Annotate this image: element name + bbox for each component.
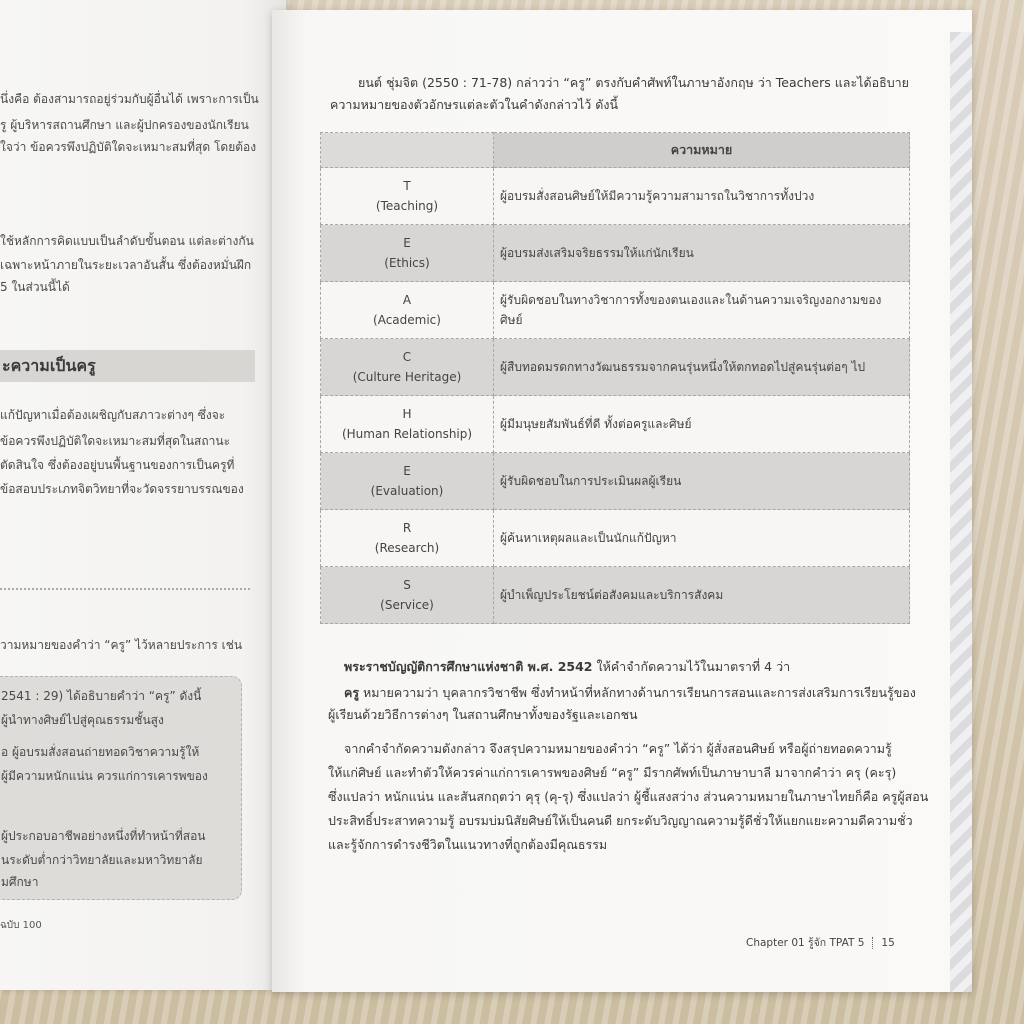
table-row bbox=[321, 282, 910, 339]
table-cell-meaning: ผู้มีมนุษยสัมพันธ์ที่ดี ทั้งต่อครูและศิษย์ bbox=[494, 396, 910, 453]
box-line-8: มศึกษา bbox=[1, 875, 39, 889]
left-para-3-line-4: ข้อสอบประเภทจิตวิทยาที่จะวัดจรรยาบรรณของ bbox=[0, 482, 244, 496]
table-cell-meaning: ผู้ค้นหาเหตุผลและเป็นนักแก้ปัญหา bbox=[494, 510, 910, 567]
table-cell-meaning: ผู้อบรมส่งเสริมจริยธรรมให้แก่นักเรียน bbox=[494, 225, 910, 282]
chapter-label: Chapter 01 รู้จัก TPAT 5 bbox=[746, 937, 865, 949]
box-line-4: ผู้มีความหนักแน่น ควรแก่การเคารพของ bbox=[1, 769, 208, 783]
table-row bbox=[321, 396, 910, 453]
table-cell-letter: C (Culture Heritage) bbox=[321, 339, 494, 396]
summary-line-3: ซึ่งแปลว่า หนักแน่น และสันสกฤตว่า คุรุ (คุ-รุ) ซึ่งแปลว่า ผู้ชี้แสงสว่าง ส่วนความหมายในภาษาไทยก็คือ ครูผู้สอน bbox=[328, 789, 929, 804]
table-cell-meaning: ผู้สืบทอดมรดกทางวัฒนธรรมจากคนรุ่นหนึ่งให้ตกทอดไปสู่คนรุ่นต่อๆ ไป bbox=[494, 339, 910, 396]
summary-line-2: ให้แก่ศิษย์ และทำตัวให้ควรค่าแก่การเคารพของศิษย์ “ครู” มีรากศัพท์เป็นภาษาบาลี มาจากคำว่า ครุ (คะรุ) bbox=[328, 765, 897, 780]
box-line-2: ผู้นำทางศิษย์ไปสู่คุณธรรมชั้นสูง bbox=[1, 713, 164, 727]
table-cell-letter: E (Ethics) bbox=[321, 225, 494, 282]
table-row bbox=[321, 225, 910, 282]
table-cell-letter: E (Evaluation) bbox=[321, 453, 494, 510]
left-para-2-line-1: ใช้หลักการคิดแบบเป็นลำดับขั้นตอน แต่ละต่างกัน bbox=[0, 234, 254, 248]
left-para-3-line-1: แก้ปัญหาเมื่อต้องเผชิญกับสภาวะต่างๆ ซึ่งจะ bbox=[0, 408, 226, 422]
table-cell-letter: T (Teaching) bbox=[321, 168, 494, 225]
footer-divider bbox=[872, 937, 873, 949]
left-para-2-line-3: 5 ในส่วนนี้ได้ bbox=[0, 280, 70, 294]
table-row bbox=[321, 567, 910, 624]
definition-term: ครู bbox=[344, 685, 360, 700]
table-cell-meaning: ผู้บำเพ็ญประโยชน์ต่อสังคมและบริการสังคม bbox=[494, 567, 910, 624]
table-cell-letter: S (Service) bbox=[321, 567, 494, 624]
box-line-6: ผู้ประกอบอาชีพอย่างหนึ่งที่ทำหน้าที่สอน bbox=[1, 829, 206, 843]
definition-line-2: ผู้เรียนด้วยวิธีการต่างๆ ในสถานศึกษาทั้งของรัฐและเอกชน bbox=[328, 707, 638, 722]
left-para-2-line-2: เฉพาะหน้าภายในระยะเวลาอันสั้น ซึ่งต้องหมั่นฝึก bbox=[0, 258, 252, 272]
summary-line-1: จากคำจำกัดความดังกล่าว จึงสรุปความหมายของคำว่า “ครู” ได้ว่า ผู้สั่งสอนศิษย์ หรือผู้ถ่ายทอดความรู้ bbox=[344, 741, 892, 756]
left-para-1-line-3: ใจว่า ข้อควรพึงปฏิบัติใดจะเหมาะสมที่สุด โดยต้อง bbox=[0, 140, 257, 154]
table-cell-meaning: ผู้รับผิดชอบในทางวิชาการทั้งของตนเองและในด้านความเจริญงอกงามของศิษย์ bbox=[494, 282, 910, 339]
act-line bbox=[344, 656, 790, 678]
summary-line-4: ประสิทธิ์ประสาทความรู้ อบรมบ่มนิสัยศิษย์ให้เป็นคนดี ยกระดับวิญญาณความรู้ดีชั่วให้แยกแยะความดีความชั่ว bbox=[328, 813, 913, 828]
box-line-3: อ ผู้อบรมสั่งสอนถ่ายทอดวิชาความรู้ให้ bbox=[1, 745, 200, 759]
table-row bbox=[321, 168, 910, 225]
table-header-letter bbox=[321, 133, 494, 168]
act-title: พระราชบัญญัติการศึกษาแห่งชาติ พ.ศ. 2542 bbox=[344, 659, 593, 674]
left-page-footer: ฉบับ 100 bbox=[0, 920, 42, 931]
left-para-4: วามหมายของคำว่า “ครู” ไว้หลายประการ เช่น bbox=[0, 638, 243, 652]
page-footer bbox=[746, 934, 895, 951]
table-row bbox=[321, 453, 910, 510]
table-cell-meaning: ผู้อบรมสั่งสอนศิษย์ให้มีความรู้ความสามารถในวิชาการทั้งปวง bbox=[494, 168, 910, 225]
act-rest: ให้คำจำกัดความไว้ในมาตราที่ 4 ว่า bbox=[592, 659, 791, 674]
table-row bbox=[321, 510, 910, 567]
table-row bbox=[321, 339, 910, 396]
definition-text: หมายความว่า บุคลากรวิชาชีพ ซึ่งทำหน้าที่หลักทางด้านการเรียนการสอนและการส่งเสริมการเรียนรู้ของ bbox=[359, 685, 916, 700]
table-cell-letter: A (Academic) bbox=[321, 282, 494, 339]
dotted-divider bbox=[0, 588, 250, 590]
intro-line-2: ความหมายของตัวอักษรแต่ละตัวในคำดังกล่าวไว้ ดังนี้ bbox=[330, 97, 619, 112]
left-page bbox=[0, 0, 286, 990]
page-edge-stripe bbox=[950, 32, 972, 992]
summary-line-5: และรู้จักการดำรงชีวิตในแนวทางที่ถูกต้องมีคุณธรรม bbox=[328, 837, 608, 852]
left-section-heading: ะความเป็นครู bbox=[0, 350, 255, 382]
definition-box bbox=[0, 676, 242, 900]
left-para-1-line-1: นึ่งคือ ต้องสามารถอยู่ร่วมกับผู้อื่นได้ เพราะการเป็น bbox=[0, 92, 259, 106]
right-page bbox=[272, 10, 972, 992]
box-line-1: 2541 : 29) ได้อธิบายคำว่า “ครู” ดังนี้ bbox=[1, 689, 202, 703]
table-cell-letter: R (Research) bbox=[321, 510, 494, 567]
intro-line-1: ยนต์ ชุ่มจิต (2550 : 71-78) กล่าวว่า “ครู” ตรงกับคำศัพท์ในภาษาอังกฤษ ว่า Teachers และได้อธิบาย bbox=[358, 75, 909, 90]
definition-line-1 bbox=[344, 682, 916, 704]
box-line-7: นระดับต่ำกว่าวิทยาลัยและมหาวิทยาลัย bbox=[1, 853, 203, 867]
table-header-meaning: ความหมาย bbox=[494, 133, 910, 168]
left-para-3-line-2: ข้อควรพึงปฏิบัติใดจะเหมาะสมที่สุดในสถานะ bbox=[0, 434, 231, 448]
table-cell-meaning: ผู้รับผิดชอบในการประเมินผลผู้เรียน bbox=[494, 453, 910, 510]
table-cell-letter: H (Human Relationship) bbox=[321, 396, 494, 453]
page-number: 15 bbox=[881, 937, 895, 949]
teachers-table bbox=[320, 132, 910, 624]
left-para-3-line-3: ตัดสินใจ ซึ่งต้องอยู่บนพื้นฐานของการเป็นครูที่ bbox=[0, 458, 235, 472]
left-para-1-line-2: รู ผู้บริหารสถานศึกษา และผู้ปกครองของนักเรียน bbox=[0, 118, 249, 132]
